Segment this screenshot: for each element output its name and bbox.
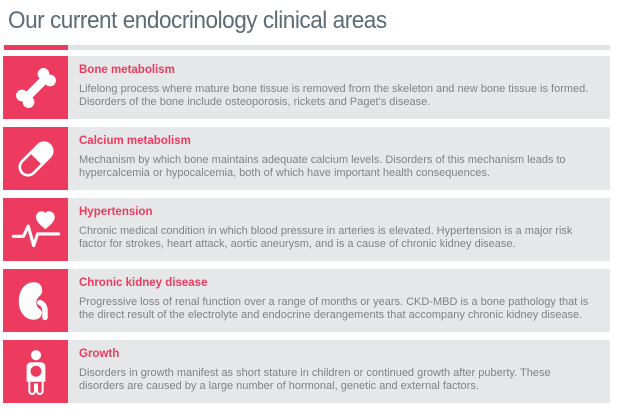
bone-icon xyxy=(11,63,61,113)
section-title: Chronic kidney disease xyxy=(79,277,208,289)
section-title: Growth xyxy=(79,348,120,360)
person-icon xyxy=(11,347,61,397)
section-description: Lifelong process where mature bone tissue is removed from the skeleton and new bone tissue is formed. Disorders of the bone include osteoporosis, rickets and Paget's disease. xyxy=(79,83,589,108)
section-description: Mechanism by which bone maintains adequate calcium levels. Disorders of this mechanism leads to hypercalcemia or hypocalcemia, both of which have important health consequences. xyxy=(79,154,566,179)
section-description: Progressive loss of renal function over a range of months or years. CKD-MBD is a bone pathology that is the direct result of the electrolyte and endocrine derangements that accompany chronic kidney disease. xyxy=(79,296,589,321)
section-title: Calcium metabolism xyxy=(79,135,191,147)
page-title: Our current endocrinology clinical areas xyxy=(8,7,387,34)
list-item xyxy=(3,269,610,332)
icon-box xyxy=(3,198,68,261)
list-item xyxy=(3,127,610,190)
list-item xyxy=(3,56,610,119)
title-underline-accent-segment xyxy=(4,45,68,50)
list-item xyxy=(3,198,610,261)
page xyxy=(0,6,621,418)
list-item xyxy=(3,340,610,403)
icon-box xyxy=(3,56,68,119)
row-content xyxy=(68,56,610,119)
heart-pulse-icon xyxy=(11,205,61,255)
row-content xyxy=(68,340,610,403)
clinical-areas-list xyxy=(0,56,621,403)
section-description: Chronic medical condition in which blood pressure in arteries is elevated. Hypertension is a major risk factor for strokes, heart attack, aortic aneurysm, and is a cause of chronic kidney disease. xyxy=(79,225,573,250)
icon-box xyxy=(3,127,68,190)
pill-icon xyxy=(11,134,61,184)
icon-box xyxy=(3,269,68,332)
section-title: Hypertension xyxy=(79,206,153,218)
section-title: Bone metabolism xyxy=(79,64,175,76)
icon-box xyxy=(3,340,68,403)
row-content xyxy=(68,127,610,190)
title-underline-gray-segment xyxy=(68,45,610,50)
title-underline xyxy=(4,45,610,50)
section-description: Disorders in growth manifest as short stature in children or continued growth after puberty. These disorders are caused by a large number of hormonal, genetic and external factors. xyxy=(79,367,551,392)
kidney-icon xyxy=(11,276,61,326)
row-content xyxy=(68,198,610,261)
row-content xyxy=(68,269,610,332)
